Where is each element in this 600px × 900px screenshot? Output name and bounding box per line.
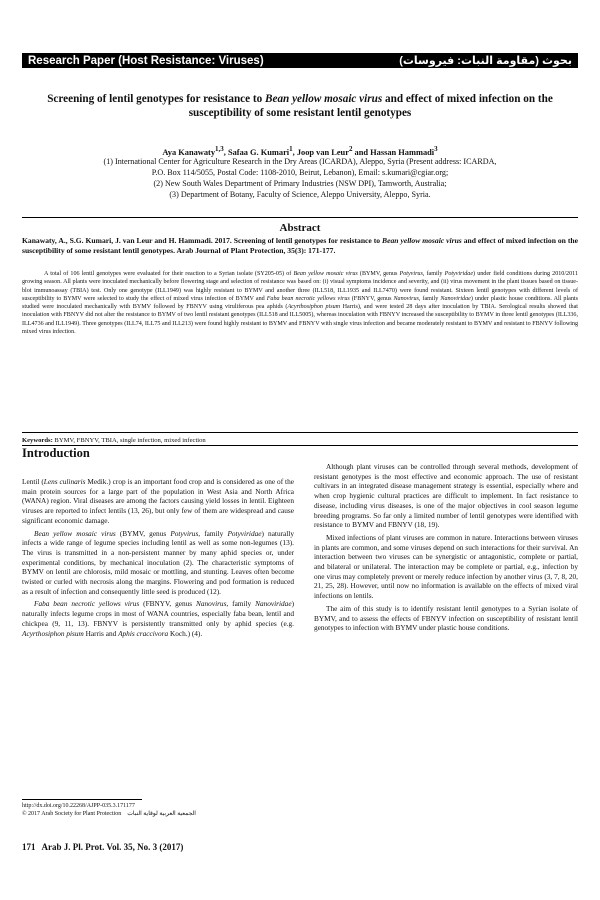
abstract-text: (FBNYV, genus — [349, 295, 394, 302]
para-text: , family — [226, 599, 256, 609]
abstract-text: , family — [422, 271, 445, 277]
para-italic: Faba bean necrotic yellows virus — [34, 599, 140, 609]
affiliation-line: P.O. Box 114/5055, Postal Code: 1108-2010, Beirut, Lebanon), Email: s.kumari@cgiar.org; — [151, 168, 449, 177]
para-italic: Nanovirus — [196, 599, 227, 609]
left-column — [22, 477, 294, 641]
para-text: , family — [198, 528, 228, 538]
abstract-bottom-rule — [22, 445, 578, 446]
affiliation-line: (2) New South Wales Department of Primary Industries (NSW DPI), Tamworth, Australia; — [153, 179, 447, 188]
author-4-affil: 3 — [434, 145, 438, 153]
copyright-text: © 2017 Arab Society for Plant Protection — [22, 811, 122, 817]
keywords-label: Keywords: — [22, 437, 53, 444]
abstract-citation — [22, 236, 578, 256]
abstract-text: A total of 106 lentil genotypes were evaluated for their reaction to a Syrian isolate (SY205-05) of — [44, 271, 294, 277]
abstract-heading: Abstract — [279, 222, 321, 234]
citation-text-end: and effect of mixed infection on the susceptibility of some resistant lentil genotypes. Arab Journal of Plant Protection, 35(3): 171-177. — [22, 236, 578, 255]
para-text: Lentil ( — [22, 477, 44, 486]
para-italic: Aphis craccivora — [118, 628, 169, 638]
abstract-text: , family — [418, 295, 441, 302]
copyright-text-arabic: الجمعية العربية لوقاية النبات — [127, 811, 196, 817]
abstract-italic: Faba bean necrotic yellows virus — [266, 295, 350, 302]
intro-paragraph: The aim of this study is to identify resistant lentil genotypes to a Syrian isolate of BYMV, and to assess the effects of FBNYV infection on susceptibility of resistant lentil genotypes to infection with BYMV under plastic house conditions. — [314, 603, 578, 633]
page-number: 171 — [22, 842, 36, 852]
intro-paragraph — [22, 529, 294, 597]
para-text: ) naturally infects a wide range of legume species including lentil as well as some non-legumes (13). The virus is transmitted in a non-persistent manner by many aphid species or, under experimental conditions, by mechanical inoculation (2). The characteristic symptoms of BYMV on lentil are chlorosis, mild mosaic or mottling, and stunting. Leaves often become twisted or curled with necrosis along the margins. Flowering and pod formation is reduced as a result of infection and consequently little seed is produced (12). — [22, 528, 294, 596]
keywords-top-rule — [22, 432, 578, 433]
para-text: ) naturally infects legume crops in most of WANA countries, especially faba bean, lentil and chickpea (9, 11, 13). FBNYV is persistently transmitted only by aphid species (e.g. — [22, 599, 294, 628]
author-1: Aya Kanawaty — [162, 147, 216, 157]
para-text: (BYMV, genus — [115, 528, 171, 538]
right-column — [314, 462, 578, 636]
author-3-affil: 2 — [348, 145, 353, 153]
introduction-heading: Introduction — [22, 446, 90, 460]
citation-text-start: Kanawaty, A., S.G. Kumari, J. van Leur and H. Hammadi. 2017. Screening of lentil genotypes for resistance to — [22, 236, 383, 245]
author-3: , Joop van Leur — [292, 147, 349, 157]
intro-paragraph: Mixed infections of plant viruses are common in nature. Interactions between viruses in plants are common, and some viruses depend on such interactions for their survival. An interaction between two viruses can be synergistic or antagonistic, complete or partial, and bilateral or unilateral. The interaction may be complete or partial, e.g., infection by one virus may completely prevent or merely reduce infection by another virus (3, 7, 8, 20, 21, 25, 28). However, until now no information is available on the effects of mixed viral infections on lentils. — [314, 532, 578, 601]
para-italic: Nanoviridae — [255, 599, 292, 609]
keywords-text: BYMV, FBNYV, TBIA, single infection, mixed infection — [52, 437, 206, 444]
para-italic: Potyvirus — [170, 528, 199, 538]
abstract-body — [22, 270, 578, 336]
abstract-text: Harris), and were tested 28 days after inoculation by TBIA. Serological results showed that inoculation with FBNYV did not alter the resistance to BYMV of two lentil resistant genotypes (ILL518 and ILL5005), whereas inoculation with FBNYV increased the susceptibility to BYMV in three lentil genotypes (ILL336, ILL4736 and ILL1949). Three genotypes (ILL74, ILL75 and ILL213) were found highly resistant to BYMV and FBNYV with single virus infection and became moderately resistant to BYMV and resistant to FBNYV following mixed virus infection. — [22, 304, 578, 336]
affiliations — [30, 156, 570, 200]
category-label: Research Paper (Host Resistance: Viruses) — [28, 54, 264, 67]
title-text-start: Screening of lentil genotypes for resistance to — [47, 93, 266, 105]
intro-paragraph — [22, 477, 294, 526]
author-1-affil: 1,3 — [215, 145, 224, 153]
para-text: Harris and — [83, 628, 119, 638]
para-italic: Potyviridae — [227, 528, 262, 538]
para-italic: Lens culinaris — [43, 477, 86, 486]
author-2-affil: 1 — [289, 145, 293, 153]
affiliation-line: (1) International Center for Agriculture Research in the Dry Areas (ICARDA), Aleppo, Syria (Present address: ICARDA, — [103, 157, 497, 166]
title-virus-name: Bean yellow mosaic virus — [265, 93, 383, 105]
category-label-arabic: بحوث (مقاومة النبات: فيروسات) — [399, 55, 572, 67]
keywords — [22, 436, 578, 445]
citation-virus-name: Bean yellow mosaic virus — [382, 236, 462, 245]
abstract-text: ) under plastic house conditions. All plants studied were inoculated mechanically with BYMV followed by FBNYV using viruliferous pea aphids ( — [22, 295, 578, 311]
abstract-italic: Acyrthosiphon pisum — [287, 304, 341, 311]
abstract-top-rule — [22, 217, 578, 218]
footnote-rule — [22, 799, 142, 800]
abstract-italic: Nanovirus — [393, 295, 419, 302]
abstract-text: (BYMV, genus — [357, 271, 400, 277]
paper-title — [40, 92, 560, 120]
para-text: Koch.) (4). — [168, 628, 203, 638]
abstract-italic: Bean yellow mosaic virus — [293, 271, 358, 277]
para-text: Medik.) crop is an important food crop and is considered as one of the main protein sources for a large part of the population in West Asia and North Africa (WANA) region. Viral diseases are among the factors causing yield losses in lentil. Eighteen viruses are reported to infect lentils (13, 26), but only few of them are widespread and cause significant economic damage. — [22, 477, 294, 525]
doi-link[interactable]: http://dx.doi.org/10.22268/AJPP-035.3.171177 — [22, 803, 135, 809]
copyright — [22, 810, 322, 818]
affiliation-line: (3) Department of Botany, Faculty of Science, Aleppo University, Aleppo, Syria. — [169, 190, 431, 199]
title-text-end: and effect of mixed infection on the susceptibility of some resistant lentil genotypes — [188, 93, 553, 119]
author-2: , Safaa G. Kumari — [223, 147, 290, 157]
para-text: (FBNYV, genus — [139, 599, 197, 609]
abstract-text: ) under field conditions during 2010/2011 growing season. All plants were inoculated mechanically before flowering stage and selection of resistance was based on: (i) visual symptoms incidence and severity, and (ii) virus movement in the plant tissues based on tissue-blot immunoassay (TBIA) test. Only one genotype (ILL1949) was highly resistant to BYMV and another three (ILL518, ILL1935 and ILL7470) were found resistant. Sixteen lentil genotypes with different levels of susceptibility to BYMV were selected to study the effect of mixed virus infection of BYMV and — [22, 271, 578, 302]
intro-paragraph — [22, 599, 294, 638]
page-footer — [22, 842, 183, 852]
intro-paragraph: Although plant viruses can be controlled through several methods, development of resistant genotypes is the most effective and economic approach. The use of resistant cultivars in an integrated disease management strategy is essential, especially where and when crop hygienic cultural practices are difficult to implement. In fact resistance to disease, including virus diseases, is one of the major objectives in cool season legume breeding programs. So far only a limited number of lentil genotypes were identified with resistance to BYMV and FBNYV (18, 19). — [314, 462, 578, 530]
abstract-italic: Potyviridae — [444, 271, 474, 277]
journal-citation: Arab J. Pl. Prot. Vol. 35, No. 3 (2017) — [41, 842, 184, 852]
para-italic: Acyrthosiphon pisum — [22, 628, 84, 638]
footnote — [22, 802, 322, 818]
abstract-italic: Nanoviridae — [440, 295, 471, 302]
category-banner — [22, 53, 578, 68]
author-4: and Hassan Hammadi — [352, 147, 435, 157]
abstract-italic: Potyvirus — [399, 271, 423, 277]
para-italic: Bean yellow mosaic virus — [34, 528, 116, 538]
